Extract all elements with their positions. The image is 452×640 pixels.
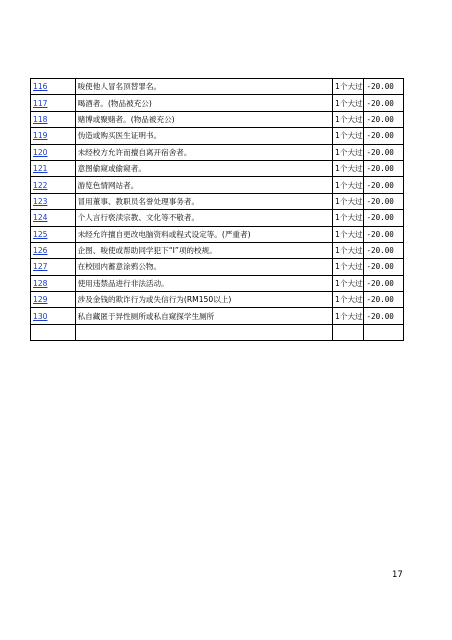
rule-description: 意图偷窥或偷窥者。	[75, 160, 332, 176]
table-row	[31, 144, 404, 160]
rule-code-link[interactable]: 130	[33, 311, 48, 321]
rule-code-link[interactable]: 129	[33, 295, 48, 305]
rule-description: 企图、唆使或帮助同学犯下“I”项的校规。	[75, 242, 332, 258]
rule-code-link[interactable]: 125	[33, 229, 48, 239]
rule-code-link[interactable]: 120	[33, 147, 48, 157]
rule-code-link[interactable]: 119	[33, 131, 48, 141]
rule-code-link[interactable]: 117	[33, 98, 48, 108]
rule-code-cell	[31, 226, 76, 242]
points-cell: -20.00	[364, 259, 404, 275]
rule-code-cell	[31, 160, 76, 176]
points-cell: -20.00	[364, 308, 404, 324]
points-cell: -20.00	[364, 177, 404, 193]
penalty-cell: 1个大过	[333, 210, 364, 226]
empty-cell	[75, 324, 332, 340]
empty-cell	[31, 324, 76, 340]
points-cell: -20.00	[364, 226, 404, 242]
points-cell: -20.00	[364, 95, 404, 111]
rule-description: 唆使他人冒名顶替罪名。	[75, 79, 332, 95]
penalty-cell: 1个大过	[333, 128, 364, 144]
penalty-cell: 1个大过	[333, 193, 364, 209]
penalty-cell: 1个大过	[333, 308, 364, 324]
rule-description: 赌博或聚赌者。(物品被充公)	[75, 111, 332, 127]
penalty-cell: 1个大过	[333, 177, 364, 193]
rule-description: 游览色情网站者。	[75, 177, 332, 193]
penalty-cell: 1个大过	[333, 292, 364, 308]
table-row	[31, 193, 404, 209]
rule-description: 喝酒者。(物品被充公)	[75, 95, 332, 111]
rule-description: 个人言行亵渎宗教、文化等不敬者。	[75, 210, 332, 226]
penalty-cell: 1个大过	[333, 95, 364, 111]
rule-code-cell	[31, 292, 76, 308]
table-row	[31, 177, 404, 193]
table-row	[31, 128, 404, 144]
table-row-empty	[31, 324, 404, 340]
page-number: 17	[392, 570, 403, 580]
table-row	[31, 210, 404, 226]
rule-code-link[interactable]: 118	[33, 114, 48, 124]
rule-code-link[interactable]: 126	[33, 246, 48, 256]
points-cell: -20.00	[364, 292, 404, 308]
points-cell: -20.00	[364, 144, 404, 160]
penalty-cell: 1个大过	[333, 275, 364, 291]
points-cell: -20.00	[364, 111, 404, 127]
points-cell: -20.00	[364, 275, 404, 291]
points-cell: -20.00	[364, 193, 404, 209]
rule-description: 私自藏匿于异性厕所或私自窥探学生厕所	[75, 308, 332, 324]
rule-code-cell	[31, 259, 76, 275]
points-cell: -20.00	[364, 242, 404, 258]
rule-description: 使用违禁品进行非法活动。	[75, 275, 332, 291]
rule-code-cell	[31, 308, 76, 324]
table-row	[31, 160, 404, 176]
rule-code-link[interactable]: 122	[33, 180, 48, 190]
penalty-cell: 1个大过	[333, 111, 364, 127]
table-row	[31, 259, 404, 275]
table-row	[31, 275, 404, 291]
rule-code-cell	[31, 242, 76, 258]
rule-code-cell	[31, 79, 76, 95]
rule-code-cell	[31, 128, 76, 144]
rule-description: 伪造或购买医生证明书。	[75, 128, 332, 144]
points-cell: -20.00	[364, 79, 404, 95]
penalty-cell: 1个大过	[333, 259, 364, 275]
rule-code-cell	[31, 95, 76, 111]
table-row	[31, 226, 404, 242]
rule-code-link[interactable]: 123	[33, 196, 48, 206]
table-row	[31, 79, 404, 95]
rule-description: 冒用董事、教职员名誉处理事务者。	[75, 193, 332, 209]
rule-description: 未经允许擅自更改电脑资料或程式设定等。(严重者)	[75, 226, 332, 242]
empty-cell	[364, 324, 404, 340]
table-row	[31, 308, 404, 324]
table-row	[31, 242, 404, 258]
rule-code-cell	[31, 193, 76, 209]
penalty-cell: 1个大过	[333, 226, 364, 242]
penalty-cell: 1个大过	[333, 144, 364, 160]
penalty-cell: 1个大过	[333, 242, 364, 258]
rule-code-cell	[31, 177, 76, 193]
penalty-cell: 1个大过	[333, 160, 364, 176]
table-row	[31, 95, 404, 111]
table-row	[31, 292, 404, 308]
rule-code-cell	[31, 275, 76, 291]
table-row	[31, 111, 404, 127]
rules-table-body	[31, 79, 404, 341]
points-cell: -20.00	[364, 210, 404, 226]
points-cell: -20.00	[364, 128, 404, 144]
rule-code-link[interactable]: 124	[33, 213, 48, 223]
penalty-cell: 1个大过	[333, 79, 364, 95]
rule-description: 涉及金钱的欺诈行为或失信行为(RM150以上)	[75, 292, 332, 308]
rule-description: 在校园内蓄意涂鸦公物。	[75, 259, 332, 275]
rule-code-cell	[31, 144, 76, 160]
rule-code-cell	[31, 210, 76, 226]
points-cell: -20.00	[364, 160, 404, 176]
rules-table	[30, 78, 404, 341]
empty-cell	[333, 324, 364, 340]
rule-code-link[interactable]: 116	[33, 82, 48, 92]
rule-code-link[interactable]: 127	[33, 262, 48, 272]
rule-code-cell	[31, 111, 76, 127]
rule-code-link[interactable]: 128	[33, 278, 48, 288]
rule-code-link[interactable]: 121	[33, 164, 48, 174]
rule-description: 未经校方允许而擅自离开宿舍者。	[75, 144, 332, 160]
